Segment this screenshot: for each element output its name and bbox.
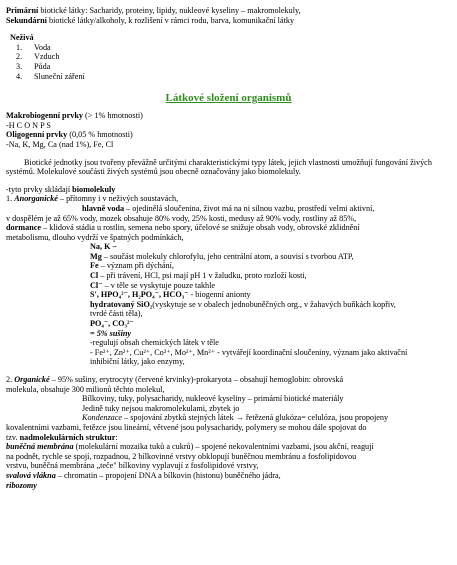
membrane-line: buněčná membrána (molekulární mozaika tuků a cukrů) – spojené nekovalentními vazbami, jsou akční, reagují: [6, 442, 374, 452]
macro-label: Makrobiogenní prvky: [6, 111, 83, 121]
oligo-label: Oligogenní prvky: [6, 130, 68, 140]
oligo-line: Oligogenní prvky (0,05 % hmotnosti): [6, 130, 133, 140]
regulation-line-3: inhibiční látky, jako enzymy,: [90, 357, 185, 367]
inorganic-label: Anorganické: [14, 194, 58, 204]
list-item: 4. Sluneční záření: [16, 71, 85, 81]
organic-line-4: Jedině tuky nejsou makromolekulami, zbytek jo: [82, 403, 240, 413]
primary-line: [6, 6, 451, 16]
dry-line: = 5% sušiny: [90, 328, 132, 338]
condensation-line: Kondenzace – spojování zbytků stejných látek → řetězená glukóza= celulóza, jsou propojeny: [82, 413, 389, 423]
nonliving-list: [6, 43, 451, 81]
list-item: 2. Vzduch: [16, 52, 60, 62]
secondary-line: [6, 16, 451, 26]
organic-label: Organické: [14, 375, 50, 384]
ion-row: Cl⁻ – v těle se vyskytuje pouze takhle: [90, 280, 216, 290]
ion-row: Fe – význam při dýchání,: [90, 261, 174, 271]
ion-row: S', HPO₄²⁻, H₂PO₄⁻, HCO₃⁻ - biogenní anionty: [90, 290, 251, 300]
ion-row: Cl – při trávení, HCl, psi mají pH 1 v žaludku, proto rozloží kosti,: [90, 271, 307, 281]
primary-text: biotické látky: Sacharidy, proteiny, lipidy, nukleové kyseliny – makromolekuly,: [38, 6, 301, 15]
ion-row: Mg – součást molekuly chlorofylu, jeho centrální atom, a souvisí s tvorbou ATP,: [90, 251, 354, 261]
dormancy-line-2: metabolismu, dlouho vydrží ve špatných podmínkách,: [6, 232, 184, 242]
macro-line: Makrobiogenní prvky (> 1% hmotnosti): [6, 111, 143, 121]
regulation-line-2: - Fe²⁺, Zn²⁺, Cu²⁺, Co²⁺, Mo²⁺, Mn²⁺ - vytvářejí koordinační sloučeniny, význam jako aktivační: [90, 347, 408, 357]
intro-paragraph: Biotické jednotky jsou tvořeny převážně určitými charakteristickými typy látek, jejich vlastnosti umožňují fungování živých systémů. Molekulové součásti živých systémů jsou obecně označovány jako biomolekuly.: [6, 157, 432, 177]
organic-line-3: Bílkoviny, tuky, polysacharidy, nukleové kyseliny – primární biotické materiály: [82, 394, 344, 404]
nonliving-heading: Neživá: [10, 33, 34, 43]
membrane-line-3: vrstvu, buněčná membrána „teče" bílkoviny vyplavují z fosfolipidové vrstvy,: [6, 461, 259, 471]
section-title: Látkové složení organismů: [165, 92, 292, 105]
macro-list: -H C O N P S: [6, 120, 51, 130]
list-item: 1. Voda: [16, 42, 51, 52]
organic-line-7: tzv. nadmolekulárních struktur:: [6, 432, 118, 442]
membrane-line-2: na podnět, rychle se spojí, rozpadnou, 2 bílkovinné vrstvy obklopují buněčnou membránu a fosfolipidovou: [6, 451, 357, 461]
water-line: hlavně voda – ojedinělá sloučenina, život má na ni silnou vazbu, prostředí velmi aktivní,: [82, 203, 375, 213]
secondary-text: biotické látky/alkoholy, k rozlišení v rámci rodu, barva, komunikační látky: [46, 15, 295, 25]
organic-line-6: kovalentními vazbami, řetězce jsou lineární, větvené jsou polysacharidy, polymery se mohou dále spojovat do: [6, 422, 367, 432]
list-item: 3. Půda: [16, 61, 51, 71]
si-cont: tvrdé části těla),: [90, 309, 143, 319]
ion-row: Na, K –: [90, 242, 117, 252]
biomolecules-intro: -tyto prvky skládají biomolekuly: [6, 184, 116, 194]
po-line: PO₄⁻, CO₃²⁻: [90, 319, 134, 329]
organic-line-2: molekula, obsahuje 300 milionů těchto molekul,: [6, 384, 165, 394]
dormancy-line: dormance – klidová stádia u rostlin, semena nebo spory, účelové se snižuje obsah vody, obrovské zklidnění: [6, 223, 360, 233]
secondary-label: Sekundární: [6, 15, 47, 25]
regulation-line: -regulují obsah chemických látek v těle: [90, 338, 219, 348]
ribosome-line: ribozomy: [6, 480, 37, 490]
water-line-2: v dospělém je až 65% vody, mozek obsahuje 80% vody, 25% kosti, medusy až 90% vody, rostliny až 85%,: [6, 213, 357, 223]
organic-line: 2. Organické – 95% sušiny, erytrocyty (červené krvinky)-prokaryota – obsahují hemoglobin: obrovská: [6, 375, 344, 384]
fiber-line: svalová vlákna – chromatin – propojení DNA a bílkovin (histonu) buněčného jádra,: [6, 470, 281, 480]
ion-row: hydratovaný SiO₂(vyskytuje se v obalech jednobuněčných org., v žahavých buňkách kopřiv,: [90, 299, 396, 309]
primary-label: Primární: [6, 6, 39, 15]
oligo-list: -Na, K, Mg, Ca (nad 1%), Fe, Cl: [6, 139, 114, 149]
inorganic-line: 1. Anorganické – přítomny i v neživých soustavách,: [6, 194, 179, 204]
